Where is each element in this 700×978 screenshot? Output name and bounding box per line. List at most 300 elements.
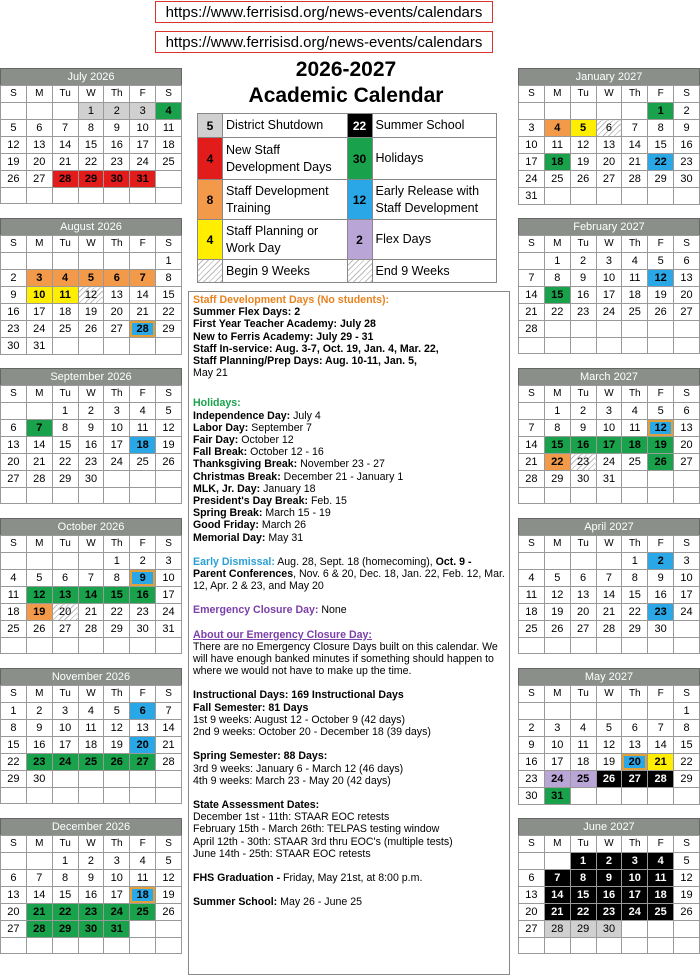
day-cell: 10 <box>674 570 700 587</box>
day-cell: 20 <box>674 437 700 454</box>
day-cell: 7 <box>544 870 570 887</box>
day-cell: 19 <box>596 754 622 771</box>
day-cell: 13 <box>570 587 596 604</box>
day-cell: 14 <box>596 587 622 604</box>
weekday-label: S <box>674 86 700 103</box>
day-cell: 3 <box>104 853 130 870</box>
legend-label: New Staff Development Days <box>226 142 332 174</box>
day-cell: 4 <box>519 570 545 587</box>
day-cell: 2 <box>674 103 700 120</box>
day-cell: 8 <box>52 420 78 437</box>
month-header: March 2027 <box>518 368 700 385</box>
day-cell <box>674 938 700 954</box>
weekday-label: S <box>156 86 182 103</box>
day-cell: 6 <box>519 870 545 887</box>
legend-row <box>198 114 496 138</box>
day-cell: 2 <box>78 853 104 870</box>
day-cell: 14 <box>26 437 52 454</box>
month-header: July 2026 <box>0 68 182 85</box>
legend <box>197 113 497 283</box>
weekday-label: Th <box>622 86 648 103</box>
day-cell <box>570 638 596 654</box>
url-box-2[interactable]: https://www.ferrisisd.org/news-events/calendars <box>155 31 493 53</box>
day-cell: 28 <box>544 921 570 938</box>
day-cell: 26 <box>544 621 570 638</box>
day-cell <box>104 788 130 804</box>
day-cell: 9 <box>130 570 156 587</box>
weekday-label: S <box>674 836 700 853</box>
weekday-label: Th <box>622 536 648 553</box>
weekday-label: F <box>648 236 674 253</box>
month-calendar <box>0 818 182 954</box>
day-cell: 27 <box>26 171 52 188</box>
calendar-title: Academic Calendar <box>248 84 444 107</box>
day-cell: 31 <box>519 188 545 205</box>
month-header: November 2026 <box>0 668 182 685</box>
day-cell: 29 <box>544 471 570 488</box>
legend-row <box>198 260 496 282</box>
day-cell: 15 <box>622 587 648 604</box>
day-cell: 24 <box>519 171 545 188</box>
weekday-label: F <box>130 836 156 853</box>
day-cell: 16 <box>104 137 130 154</box>
legend-item <box>347 260 497 282</box>
day-cell: 23 <box>78 904 104 921</box>
month-calendar <box>518 68 700 205</box>
day-cell: 25 <box>130 454 156 471</box>
holiday-line: President's Day Break: Feb. 15 <box>193 495 347 508</box>
day-cell: 19 <box>156 437 182 454</box>
day-cell: 8 <box>674 720 700 737</box>
weekday-label: M <box>26 536 52 553</box>
legend-swatch: 30 <box>348 138 373 179</box>
day-cell <box>544 703 570 720</box>
day-cell <box>674 921 700 938</box>
day-cell <box>544 188 570 205</box>
day-cell: 2 <box>26 703 52 720</box>
day-cell: 22 <box>104 604 130 621</box>
month-calendar <box>0 368 182 504</box>
day-cell: 22 <box>570 904 596 921</box>
day-cell <box>26 253 52 270</box>
day-cell: 24 <box>26 321 52 338</box>
day-cell <box>596 338 622 354</box>
month-header: January 2027 <box>518 68 700 85</box>
weekday-label: Tu <box>570 236 596 253</box>
about-emergency-text: There are no Emergency Closure Days built on this calendar. We will have enough banked minutes if something should happen to where we would not have to make up the time. <box>193 640 498 678</box>
weekday-label: Tu <box>570 836 596 853</box>
day-cell <box>156 188 182 204</box>
day-cell: 31 <box>104 921 130 938</box>
weekday-label: M <box>544 236 570 253</box>
day-cell <box>156 771 182 788</box>
day-cell: 7 <box>622 120 648 137</box>
day-cell: 4 <box>1 570 27 587</box>
weekday-label: F <box>130 236 156 253</box>
day-cell <box>648 321 674 338</box>
day-cell: 20 <box>596 154 622 171</box>
day-cell: 18 <box>156 137 182 154</box>
day-cell <box>648 788 674 805</box>
day-cell: 3 <box>156 553 182 570</box>
month-calendar <box>518 218 700 354</box>
day-cell: 15 <box>52 887 78 904</box>
month-calendar <box>518 518 700 654</box>
weekday-label: Tu <box>52 236 78 253</box>
day-cell: 3 <box>130 103 156 120</box>
day-cell: 14 <box>544 887 570 904</box>
day-cell: 16 <box>519 754 545 771</box>
day-cell: 25 <box>156 154 182 171</box>
legend-swatch: 8 <box>198 180 223 219</box>
day-cell: 3 <box>519 120 545 137</box>
day-cell: 28 <box>130 321 156 338</box>
legend-label: End 9 Weeks <box>375 263 450 278</box>
day-cell: 29 <box>1 771 27 788</box>
weekday-label: S <box>1 236 27 253</box>
weekday-label: Tu <box>52 536 78 553</box>
day-cell: 11 <box>544 137 570 154</box>
day-cell <box>1 253 27 270</box>
day-cell: 23 <box>519 771 545 788</box>
weekday-label: S <box>1 686 27 703</box>
day-cell: 4 <box>130 853 156 870</box>
day-cell: 5 <box>570 120 596 137</box>
day-cell <box>1 853 27 870</box>
day-cell <box>78 253 104 270</box>
day-cell <box>622 321 648 338</box>
day-cell: 22 <box>52 904 78 921</box>
day-cell: 31 <box>544 788 570 805</box>
weekday-label: F <box>648 836 674 853</box>
day-cell: 11 <box>622 420 648 437</box>
state-assessment-heading: State Assessment Dates: <box>193 798 320 811</box>
day-cell <box>26 488 52 504</box>
day-cell: 8 <box>544 420 570 437</box>
day-cell: 5 <box>156 853 182 870</box>
staff-dev-line: First Year Teacher Academy: July 28 <box>193 318 376 331</box>
day-cell: 13 <box>674 420 700 437</box>
legend-label: Early Release with Staff Development <box>375 183 480 215</box>
legend-row <box>198 180 496 220</box>
weekday-label: W <box>596 836 622 853</box>
weekday-label: S <box>1 386 27 403</box>
day-cell: 6 <box>596 120 622 137</box>
day-cell <box>622 938 648 954</box>
day-cell <box>570 321 596 338</box>
day-cell: 23 <box>674 154 700 171</box>
day-cell: 8 <box>156 270 182 287</box>
day-cell <box>648 188 674 205</box>
day-cell: 24 <box>596 454 622 471</box>
state-line: June 14th - 25th: STAAR EOC retests <box>193 847 371 860</box>
day-cell: 4 <box>52 270 78 287</box>
day-cell <box>570 338 596 354</box>
instructional-days: Instructional Days: 169 Instructional Days <box>193 689 404 702</box>
day-cell: 4 <box>622 403 648 420</box>
day-cell: 8 <box>544 270 570 287</box>
day-cell: 20 <box>1 904 27 921</box>
legend-label: Summer School <box>375 118 465 132</box>
day-cell: 27 <box>1 921 27 938</box>
day-cell <box>622 488 648 504</box>
day-cell: 8 <box>78 120 104 137</box>
day-cell: 24 <box>596 304 622 321</box>
day-cell <box>52 338 78 355</box>
day-cell: 7 <box>648 720 674 737</box>
day-cell: 26 <box>26 621 52 638</box>
day-cell: 25 <box>648 904 674 921</box>
month-header: February 2027 <box>518 218 700 235</box>
day-cell: 10 <box>26 287 52 304</box>
day-cell: 3 <box>544 720 570 737</box>
legend-item <box>198 180 347 219</box>
day-cell: 12 <box>1 137 27 154</box>
day-cell: 1 <box>544 253 570 270</box>
day-cell: 19 <box>78 304 104 321</box>
day-cell: 21 <box>26 454 52 471</box>
day-cell: 8 <box>104 570 130 587</box>
day-cell <box>519 403 545 420</box>
day-cell: 6 <box>674 403 700 420</box>
day-cell <box>130 788 156 804</box>
url-box-1[interactable]: https://www.ferrisisd.org/news-events/calendars <box>155 1 493 23</box>
day-cell: 31 <box>156 621 182 638</box>
month-header: May 2027 <box>518 668 700 685</box>
day-cell: 3 <box>52 703 78 720</box>
day-cell <box>156 921 182 938</box>
day-cell <box>78 771 104 788</box>
day-cell: 30 <box>648 621 674 638</box>
legend-swatch: 5 <box>198 114 223 137</box>
weekday-label: M <box>26 386 52 403</box>
weekday-label: F <box>130 86 156 103</box>
day-cell: 29 <box>570 921 596 938</box>
weekday-label: S <box>156 386 182 403</box>
day-cell: 23 <box>1 321 27 338</box>
weekday-label: Tu <box>570 386 596 403</box>
day-cell: 5 <box>544 570 570 587</box>
month-calendar <box>0 668 182 804</box>
legend-label: Flex Days <box>375 232 432 246</box>
day-cell <box>519 338 545 354</box>
day-cell: 17 <box>596 287 622 304</box>
day-cell: 23 <box>570 304 596 321</box>
day-cell <box>52 771 78 788</box>
day-cell <box>544 853 570 870</box>
weekday-label: W <box>78 536 104 553</box>
day-cell: 18 <box>570 754 596 771</box>
day-cell: 28 <box>52 171 78 188</box>
day-cell <box>596 321 622 338</box>
day-cell: 2 <box>570 253 596 270</box>
day-cell: 21 <box>519 304 545 321</box>
weekday-label: S <box>519 836 545 853</box>
legend-row <box>198 138 496 180</box>
day-cell <box>622 338 648 354</box>
day-cell <box>52 553 78 570</box>
day-cell <box>156 638 182 654</box>
day-cell <box>674 488 700 504</box>
holiday-line: Spring Break: March 15 - 19 <box>193 507 331 520</box>
day-cell <box>622 471 648 488</box>
day-cell: 21 <box>130 304 156 321</box>
day-cell: 9 <box>570 420 596 437</box>
weekday-label: W <box>78 836 104 853</box>
day-cell: 21 <box>78 604 104 621</box>
day-cell: 23 <box>570 454 596 471</box>
day-cell <box>648 938 674 954</box>
weekday-label: M <box>544 686 570 703</box>
day-cell: 20 <box>130 737 156 754</box>
day-cell <box>570 488 596 504</box>
weekday-label: W <box>596 686 622 703</box>
day-cell: 28 <box>622 171 648 188</box>
day-cell: 18 <box>1 604 27 621</box>
day-cell: 12 <box>648 420 674 437</box>
day-cell: 7 <box>130 270 156 287</box>
day-cell <box>52 103 78 120</box>
day-cell <box>130 921 156 938</box>
day-cell: 29 <box>52 921 78 938</box>
day-cell: 7 <box>519 420 545 437</box>
day-cell <box>26 788 52 804</box>
weekday-label: Tu <box>570 86 596 103</box>
weekday-label: S <box>156 536 182 553</box>
day-cell: 19 <box>26 604 52 621</box>
day-cell: 6 <box>570 570 596 587</box>
day-cell <box>156 788 182 804</box>
legend-item <box>347 220 497 259</box>
day-cell: 2 <box>1 270 27 287</box>
day-cell: 12 <box>544 587 570 604</box>
day-cell: 28 <box>156 754 182 771</box>
day-cell: 3 <box>622 853 648 870</box>
day-cell: 17 <box>544 754 570 771</box>
day-cell: 6 <box>1 870 27 887</box>
day-cell: 28 <box>519 471 545 488</box>
weekday-label: F <box>130 536 156 553</box>
day-cell: 25 <box>544 171 570 188</box>
day-cell: 17 <box>519 154 545 171</box>
day-cell: 11 <box>130 870 156 887</box>
day-cell: 29 <box>78 171 104 188</box>
day-cell: 12 <box>596 737 622 754</box>
weekday-label: Th <box>104 236 130 253</box>
holiday-line: Independence Day: July 4 <box>193 409 321 422</box>
day-cell: 10 <box>544 737 570 754</box>
weekday-label: Tu <box>570 536 596 553</box>
day-cell: 5 <box>648 253 674 270</box>
day-cell: 3 <box>674 553 700 570</box>
legend-label: Holidays <box>375 151 424 165</box>
day-cell: 22 <box>156 304 182 321</box>
weekday-label: F <box>648 86 674 103</box>
day-cell: 21 <box>596 604 622 621</box>
weekday-label: Tu <box>52 386 78 403</box>
day-cell: 12 <box>156 870 182 887</box>
day-cell <box>1 788 27 804</box>
day-cell: 17 <box>104 887 130 904</box>
holidays-heading: Holidays: <box>193 397 241 410</box>
day-cell: 22 <box>544 304 570 321</box>
day-cell: 10 <box>156 570 182 587</box>
day-cell: 19 <box>1 154 27 171</box>
day-cell: 21 <box>648 754 674 771</box>
day-cell <box>596 938 622 954</box>
holiday-line: MLK, Jr. Day: January 18 <box>193 482 316 495</box>
day-cell <box>1 403 27 420</box>
day-cell <box>130 471 156 488</box>
day-cell: 17 <box>674 587 700 604</box>
day-cell: 3 <box>104 403 130 420</box>
day-cell <box>596 188 622 205</box>
day-cell: 15 <box>78 137 104 154</box>
day-cell <box>544 321 570 338</box>
day-cell <box>648 488 674 504</box>
day-cell: 13 <box>674 270 700 287</box>
legend-row <box>198 220 496 260</box>
day-cell <box>519 853 545 870</box>
day-cell <box>156 488 182 504</box>
day-cell: 30 <box>104 171 130 188</box>
day-cell: 6 <box>1 420 27 437</box>
day-cell: 15 <box>544 437 570 454</box>
day-cell: 23 <box>78 454 104 471</box>
day-cell: 15 <box>570 887 596 904</box>
day-cell: 19 <box>674 887 700 904</box>
day-cell: 25 <box>1 621 27 638</box>
day-cell: 25 <box>78 754 104 771</box>
holiday-line: Memorial Day: May 31 <box>193 531 304 544</box>
legend-item <box>198 220 347 259</box>
weekday-label: W <box>596 386 622 403</box>
weekday-label: S <box>519 536 545 553</box>
day-cell: 8 <box>622 570 648 587</box>
day-cell: 20 <box>104 304 130 321</box>
day-cell <box>544 638 570 654</box>
day-cell: 1 <box>622 553 648 570</box>
legend-swatch: 2 <box>348 220 373 259</box>
day-cell: 7 <box>52 120 78 137</box>
day-cell: 16 <box>596 887 622 904</box>
weekday-label: Th <box>622 836 648 853</box>
day-cell: 30 <box>570 471 596 488</box>
day-cell <box>52 638 78 654</box>
weekday-label: S <box>519 686 545 703</box>
spring-line: 4th 9 weeks: March 23 - May 20 (42 days) <box>193 774 391 787</box>
day-cell <box>544 488 570 504</box>
day-cell: 18 <box>519 604 545 621</box>
day-cell: 6 <box>674 253 700 270</box>
day-cell: 17 <box>622 887 648 904</box>
weekday-label: Tu <box>52 686 78 703</box>
day-cell <box>519 703 545 720</box>
day-cell: 28 <box>26 921 52 938</box>
day-cell: 3 <box>596 403 622 420</box>
day-cell: 29 <box>648 171 674 188</box>
day-cell: 16 <box>78 437 104 454</box>
info-panel <box>188 291 510 975</box>
legend-swatch: 22 <box>348 114 373 137</box>
day-cell <box>674 471 700 488</box>
day-cell: 5 <box>26 570 52 587</box>
staff-dev-line: Staff In-service: Aug. 3-7, Oct. 19, Jan. 4, Mar. 22, <box>193 342 439 355</box>
day-cell <box>596 638 622 654</box>
day-cell: 10 <box>104 420 130 437</box>
day-cell: 28 <box>519 321 545 338</box>
day-cell: 23 <box>130 604 156 621</box>
